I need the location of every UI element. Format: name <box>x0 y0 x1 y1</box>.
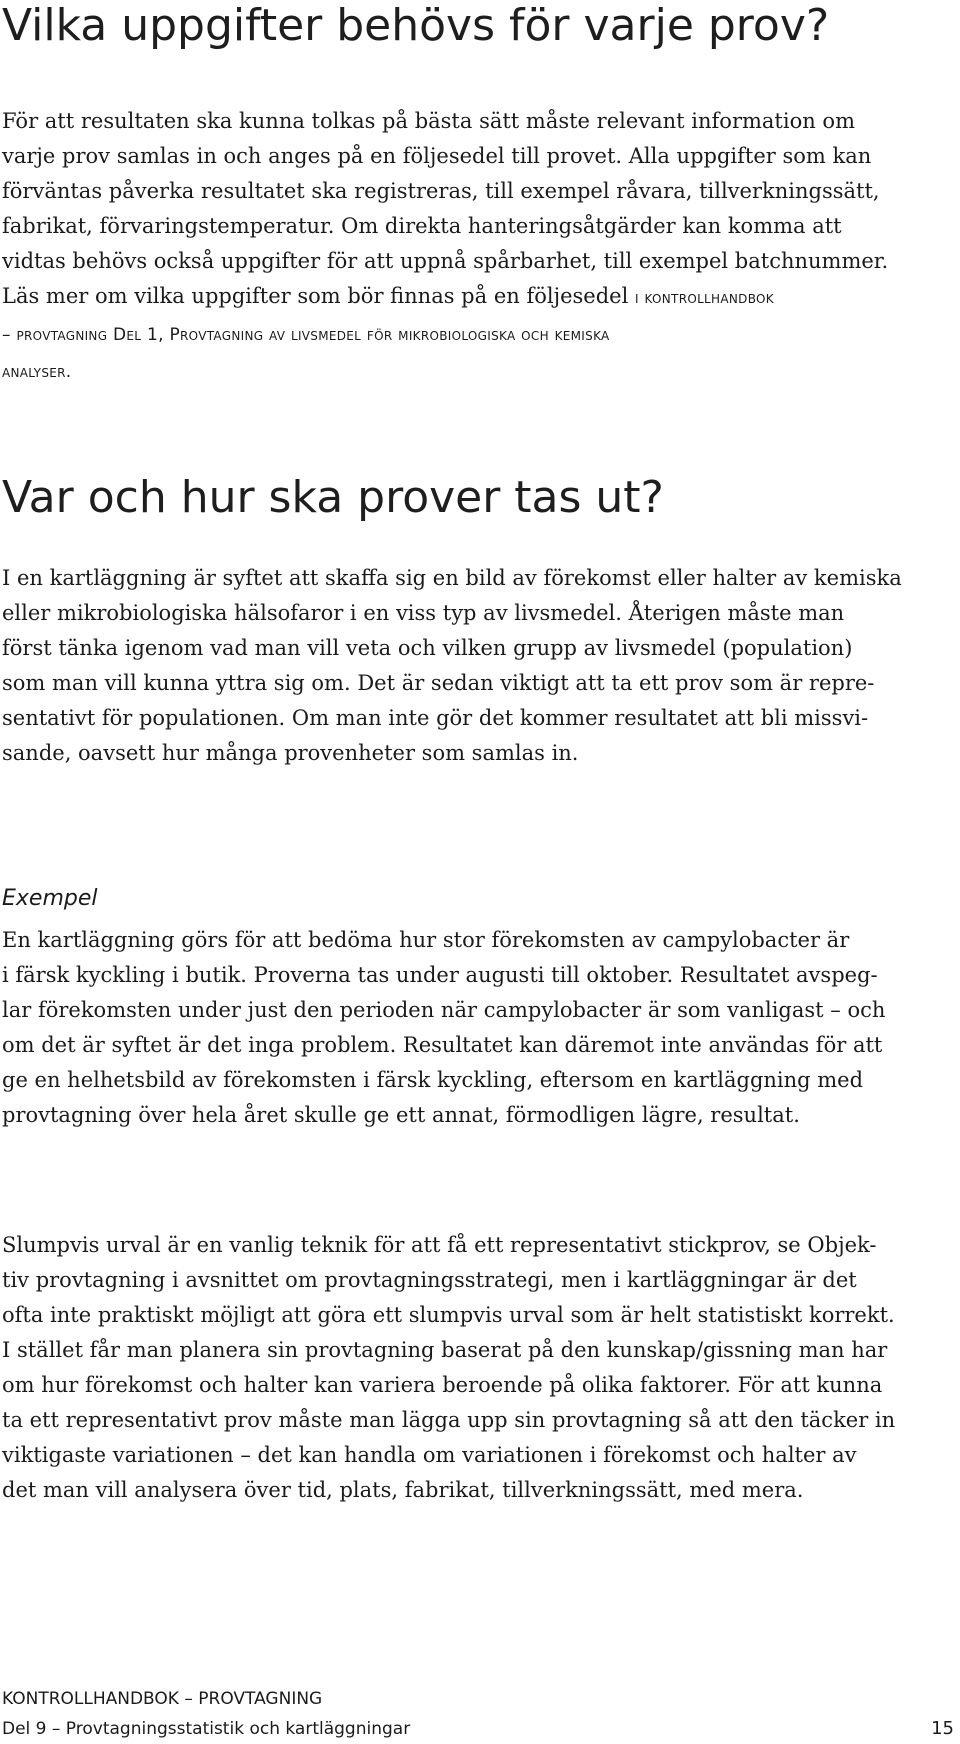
text-line: För att resultaten ska kunna tolkas på bästa sätt måste relevant information om <box>2 109 855 133</box>
text-line: sande, oavsett hur många provenheter som samlas in. <box>2 741 579 765</box>
text-line: ofta inte praktiskt möjligt att göra ett slumpvis urval som är helt statistiskt korrekt. <box>2 1303 895 1327</box>
text-line: först tänka igenom vad man vill veta och vilken grupp av livsmedel (population) <box>2 636 853 660</box>
paragraph-kartlaggning <box>2 561 954 771</box>
footer-chapter: Del 9 – Provtagningsstatistik och kartläggningar <box>2 1719 411 1739</box>
text-line: lar förekomsten under just den perioden när campylobacter är som vanligast – och <box>2 998 886 1022</box>
section-heading-var-och-hur: Var och hur ska prover tas ut? <box>2 472 664 523</box>
text-line: om det är syftet är det inga problem. Resultatet kan däremot inte användas för att <box>2 1033 883 1057</box>
section-heading-uppgifter: Vilka uppgifter behövs för varje prov? <box>2 0 830 51</box>
text-line: som man vill kunna yttra sig om. Det är sedan viktigt att ta ett prov som är repre- <box>2 671 875 695</box>
text-line: ta ett representativt prov måste man lägga upp sin provtagning så att den täcker in <box>2 1408 896 1432</box>
reference-intro: Läs mer om vilka uppgifter som bör finnas på en följesedel <box>2 284 635 308</box>
text-line: varje prov samlas in och anges på en följesedel till provet. Alla uppgifter som kan <box>2 144 872 168</box>
text-line-reference <box>2 279 954 316</box>
text-line: det man vill analysera över tid, plats, fabrikat, tillverkningssätt, med mera. <box>2 1478 804 1502</box>
text-line: viktigaste variationen – det kan handla om variationen i förekomst och halter av <box>2 1443 857 1467</box>
text-line: i färsk kyckling i butik. Proverna tas under augusti till oktober. Resultatet avspeg- <box>2 963 878 987</box>
paragraph-foljesedel <box>2 104 954 390</box>
reference-link-continued[interactable]: – provtagning Del 1, Provtagning av livsmedel för mikrobiologiska och kemiska <box>2 325 610 345</box>
text-line-reference <box>2 353 954 390</box>
paragraph-example <box>2 923 954 1133</box>
text-line: En kartläggning görs för att bedöma hur stor förekomsten av campylobacter är <box>2 928 850 952</box>
paragraph-slumpvis-urval <box>2 1228 954 1508</box>
text-line: I en kartläggning är syftet att skaffa sig en bild av förekomst eller halter av kemiska <box>2 566 902 590</box>
footer-publication: KONTROLLHANDBOK – PROVTAGNING <box>2 1689 323 1709</box>
page-number: 15 <box>931 1718 954 1739</box>
text-line: eller mikrobiologiska hälsofaror i en viss typ av livsmedel. Återigen måste man <box>2 601 845 625</box>
text-line-reference <box>2 316 954 353</box>
text-line: Slumpvis urval är en vanlig teknik för att få ett representativt stickprov, se Objek- <box>2 1233 877 1257</box>
text-line: om hur förekomst och halter kan variera beroende på olika faktorer. För att kunna <box>2 1373 883 1397</box>
text-line: vidtas behövs också uppgifter för att uppnå spårbarhet, till exempel batchnummer. <box>2 249 889 273</box>
text-line: sentativt för populationen. Om man inte gör det kommer resultatet att bli missvi- <box>2 706 869 730</box>
text-line: tiv provtagning i avsnittet om provtagningsstrategi, men i kartläggningar är det <box>2 1268 857 1292</box>
example-label: Exempel <box>2 886 98 911</box>
text-line: ge en helhetsbild av förekomsten i färsk kyckling, eftersom en kartläggning med <box>2 1068 864 1092</box>
text-line: I stället får man planera sin provtagning baserat på den kunskap/gissning man har <box>2 1338 888 1362</box>
text-line: provtagning över hela året skulle ge ett annat, förmodligen lägre, resultat. <box>2 1103 800 1127</box>
reference-link-end[interactable]: analyser. <box>2 362 72 382</box>
text-line: förväntas påverka resultatet ska registreras, till exempel råvara, tillverkningssätt, <box>2 179 880 203</box>
text-line: fabrikat, förvaringstemperatur. Om direkta hanteringsåtgärder kan komma att <box>2 214 842 238</box>
reference-link[interactable]: i kontrollhandbok <box>634 288 774 308</box>
